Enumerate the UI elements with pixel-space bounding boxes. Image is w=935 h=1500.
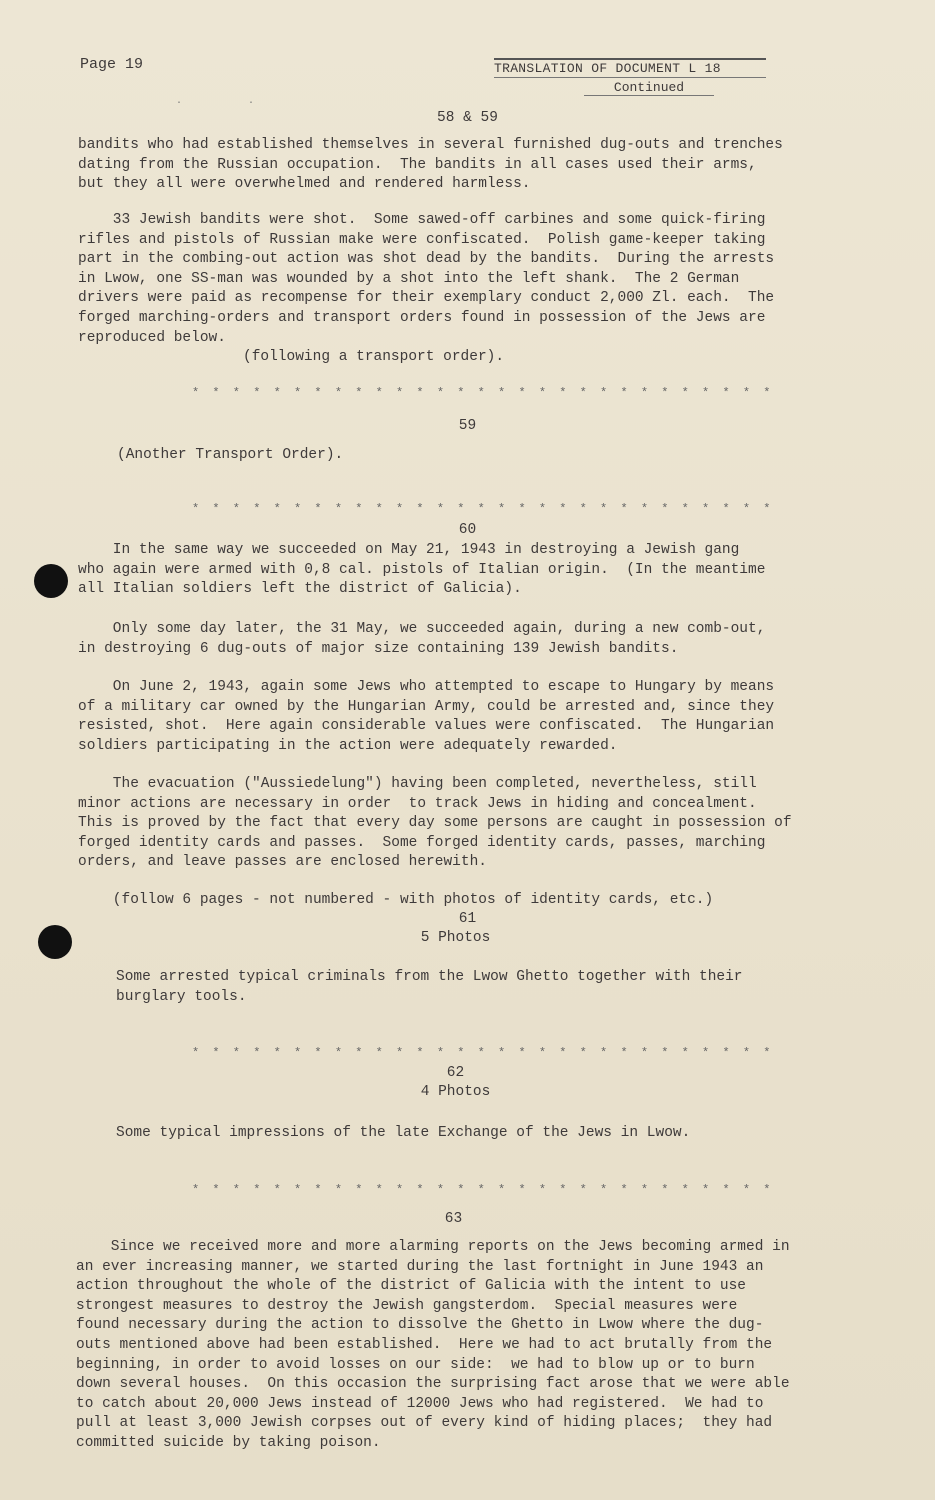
section-number-61: 61 <box>458 911 477 927</box>
paragraph-60-hungary: On June 2, 1943, again some Jews who attempted to escape to Hungary by means of a military car owned by the Hungarian Army, could be arrested and, since they resisted, shot. Here again considerable values were confiscated. The Hungarian soldiers participating in the action were adequately rewarded. <box>78 679 775 754</box>
section-number-62: 62 <box>446 1065 465 1081</box>
photo-count-62: 4 Photos <box>420 1084 491 1100</box>
paragraph-58-intro: bandits who had established themselves in several furnished dug-outs and trenches dating from the Russian occupation. The bandits in all cases used their arms, but they all were overwhelmed and rendered harmless. <box>78 137 783 193</box>
document-header <box>494 58 766 96</box>
decorative-specks: . . <box>176 96 255 107</box>
separator-1: * * * * * * * * * * * * * * * * * * * * * * * * * * * * * <box>192 386 774 400</box>
document-title: TRANSLATION OF DOCUMENT L 18 <box>494 58 766 78</box>
continued-label: Continued <box>584 78 714 96</box>
section-number-63: 63 <box>444 1211 463 1227</box>
separator-2: * * * * * * * * * * * * * * * * * * * * * * * * * * * * * <box>192 502 774 516</box>
paragraph-60-gang: In the same way we succeeded on May 21, 1943 in destroying a Jewish gang who again were armed with 0,8 cal. pistols of Italian origin. (In the meantime all Italian soldiers left the district of Galicia). <box>78 542 766 598</box>
paragraph-63-galicia-action: Since we received more and more alarming reports on the Jews becoming armed in an ever increasing manner, we started during the last fortnight in June 1943 an action throughout the whole of the district of Galicia with the intent to use strongest measures to destroy the Jewish gangsterdom. Special measures were found necessary during the action to dissolve the Ghetto in Lwow where the dug- outs mentioned above had been established. Here we had to act brutally from the beginning, in order to avoid losses on our side: we had to blow up or to burn down several houses. On this occasion the surprising fact arose that we were able to catch about 20,000 Jews instead of 12000 Jews who had registered. We had to pull at least 3,000 Jewish corpses out of every kind of hiding places; they had committed suicide by taking poison. <box>76 1239 790 1451</box>
paragraph-61-criminals: Some arrested typical criminals from the Lwow Ghetto together with their burglary tools. <box>116 969 743 1005</box>
separator-3: * * * * * * * * * * * * * * * * * * * * * * * * * * * * * <box>192 1046 774 1060</box>
section-number-59: 59 <box>458 418 477 434</box>
note-transport-order: (following a transport order). <box>243 349 505 365</box>
section-number-60: 60 <box>458 522 477 538</box>
paragraph-58-shootings: 33 Jewish bandits were shot. Some sawed-off carbines and some quick-firing rifles and pistols of Russian make were confiscated. Polish game-keeper taking part in the combing-out action was shot dead by the bandits. During the arrests in Lwow, one SS-man was wounded by a shot into the left shank. The 2 German drivers were paid as recompense for their exemplary conduct 2,000 Zl. each. The forged marching-orders and transport orders found in possession of the Jews are reproduced below. <box>78 212 775 346</box>
page-label: Page 19 <box>80 56 144 73</box>
separator-4: * * * * * * * * * * * * * * * * * * * * * * * * * * * * * <box>192 1183 774 1197</box>
punch-hole-top <box>34 564 68 598</box>
paragraph-60-dugouts: Only some day later, the 31 May, we succeeded again, during a new comb-out, in destroying 6 dug-outs of major size containing 139 Jewish bandits. <box>78 621 766 657</box>
paragraph-62-exchange: Some typical impressions of the late Exchange of the Jews in Lwow. <box>116 1125 691 1141</box>
note-another-transport-order: (Another Transport Order). <box>117 447 344 463</box>
note-identity-photos: (follow 6 pages - not numbered - with photos of identity cards, etc.) <box>78 892 714 908</box>
paragraph-60-evacuation: The evacuation ("Aussiedelung") having been completed, nevertheless, still minor actions are necessary in order to track Jews in hiding and concealment. This is proved by the fact that every day some persons are caught in possession of forged identity cards and passes. Some forged identity cards, passes, marching orders, and leave passes are enclosed herewith. <box>78 776 792 871</box>
section-number-58-59: 58 & 59 <box>437 110 498 126</box>
photo-count-61: 5 Photos <box>420 930 491 946</box>
